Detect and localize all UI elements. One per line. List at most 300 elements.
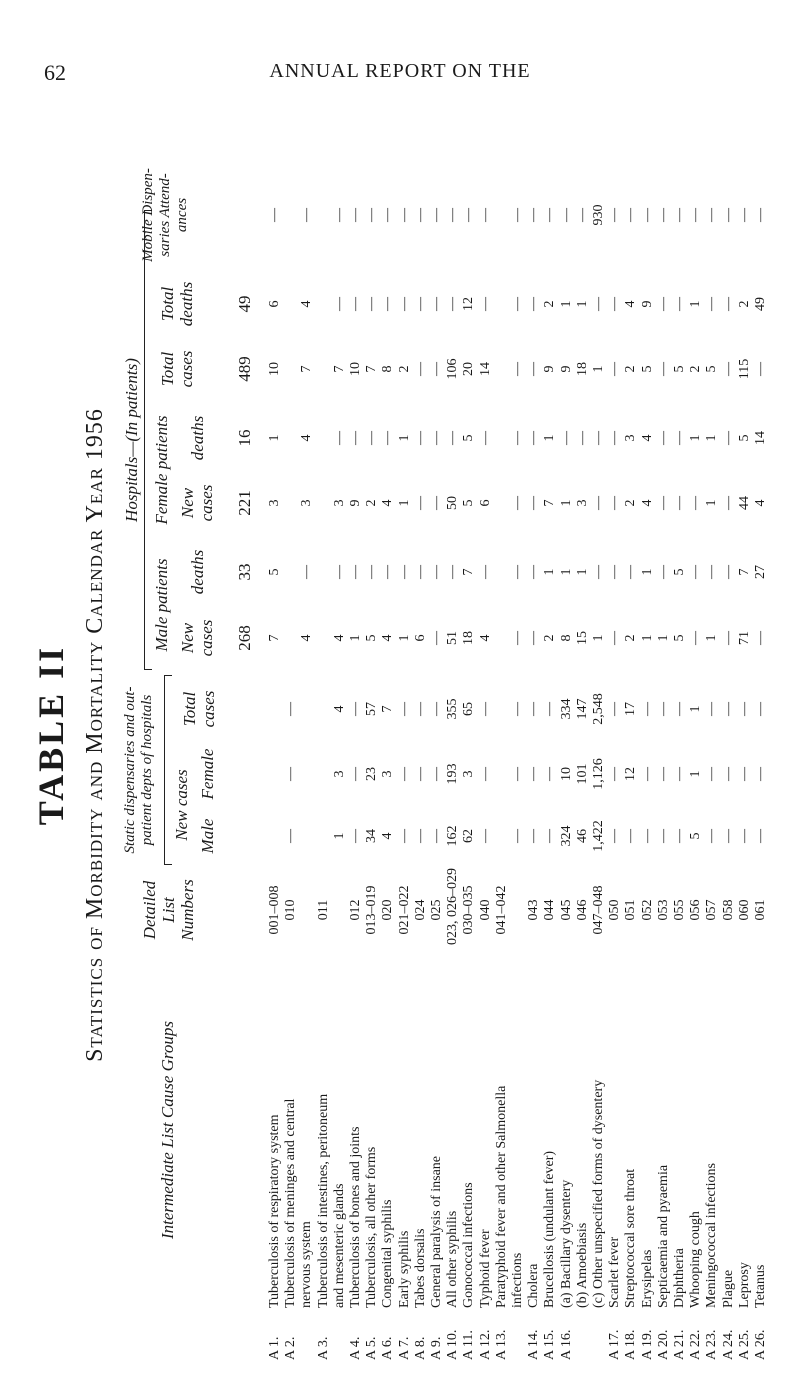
cell-list: 043 xyxy=(526,899,542,921)
cell-f-deaths: 3 xyxy=(623,434,639,442)
cell-m-new: 5 xyxy=(364,634,380,642)
cell-s-female: — xyxy=(396,767,412,781)
cell-mobile: — xyxy=(639,208,655,222)
row-cause: (b) Amoebiasis xyxy=(574,1222,590,1308)
table-row xyxy=(622,110,639,1360)
cell-s-total: — xyxy=(542,702,558,716)
cell-t-deaths: — xyxy=(445,297,461,311)
cell-s-female: — xyxy=(526,767,542,781)
cell-m-deaths: — xyxy=(412,565,428,579)
row-code: A 23. xyxy=(704,1329,720,1360)
cell-f-new: — xyxy=(412,496,428,510)
cell-s-total: 57 xyxy=(364,702,380,716)
table-row xyxy=(752,110,769,1360)
cell-m-new: — xyxy=(720,631,736,645)
cell-f-new: 9 xyxy=(348,499,363,507)
row-cause: Brucellosis (undulant fever) xyxy=(542,1150,558,1308)
cell-t-cases: 8 xyxy=(380,365,396,373)
static-group-brace xyxy=(164,675,172,865)
cell-m-new: 1 xyxy=(348,634,363,642)
row-label xyxy=(444,940,461,1360)
cell-s-female: — xyxy=(704,767,720,781)
cell-mobile: — xyxy=(299,208,315,222)
cell-list: 051 xyxy=(623,899,639,921)
cell-f-deaths: 4 xyxy=(299,434,315,442)
row-code: A 25. xyxy=(736,1329,752,1360)
header-new-cases: New cases xyxy=(172,769,191,841)
row-code: A 22. xyxy=(688,1329,704,1360)
cell-s-female: 3 xyxy=(380,770,396,778)
header-female-patients: Female patients xyxy=(152,415,171,525)
cell-m-deaths: — xyxy=(445,565,461,579)
cell-m-new: 6 xyxy=(412,634,428,642)
cell-m-deaths: 5 xyxy=(672,568,687,576)
row-cause: Typhoid fever xyxy=(477,1229,493,1308)
cell-t-cases: — xyxy=(753,362,768,376)
cell-s-total: — xyxy=(348,702,363,716)
cell-t-cases: 9 xyxy=(542,365,558,373)
cell-m-deaths: — xyxy=(591,565,606,579)
row-label xyxy=(703,940,720,1360)
header-static-total: Total cases xyxy=(180,690,218,728)
cell-mobile: — xyxy=(510,208,525,222)
row-code: A 11. xyxy=(461,1330,477,1360)
cell-m-new: — xyxy=(526,631,542,645)
cell-mobile: — xyxy=(364,208,380,222)
cell-s-total: — xyxy=(526,702,542,716)
row-label xyxy=(752,940,769,1360)
cell-s-female: 1,126 xyxy=(591,758,606,790)
cell-m-new: 2 xyxy=(623,634,639,642)
cell-s-female: — xyxy=(607,767,623,781)
cell-m-new: — xyxy=(510,631,525,645)
cell-f-deaths: — xyxy=(412,431,428,445)
cell-m-deaths: — xyxy=(429,565,444,579)
cell-mobile: — xyxy=(477,208,493,222)
page-number: 62 xyxy=(44,60,66,85)
cell-s-total: 334 xyxy=(558,698,574,720)
row-code: A 8. xyxy=(412,1336,428,1360)
cell-f-deaths: 5 xyxy=(461,434,477,442)
cell-f-deaths: 1 xyxy=(542,434,558,442)
cell-m-new: 2 xyxy=(542,634,558,642)
cell-list: 025 xyxy=(429,899,444,921)
cell-f-new: 6 xyxy=(477,499,493,507)
cell-t-deaths: 49 xyxy=(753,297,768,311)
cell-s-female: 10 xyxy=(558,767,574,781)
cell-m-new: 71 xyxy=(736,631,752,645)
cell-mobile: — xyxy=(412,208,428,222)
row-label xyxy=(412,940,429,1360)
cell-s-male: 4 xyxy=(380,832,396,840)
row-cause: Tuberculosis of intestines, peritoneum xyxy=(315,1093,331,1308)
cell-m-deaths: — xyxy=(688,565,704,579)
row-cause: Erysipelas xyxy=(639,1249,655,1308)
rotated-table xyxy=(30,110,770,1360)
cell-f-new: — xyxy=(655,496,671,510)
table-label: TABLE II xyxy=(31,644,71,826)
cell-f-deaths: — xyxy=(672,431,687,445)
table-row xyxy=(703,110,720,1360)
cell-t-deaths: 6 xyxy=(267,300,282,308)
cell-m-new: — xyxy=(607,631,623,645)
cell-s-male: — xyxy=(655,829,671,843)
cell-t-deaths: — xyxy=(591,297,606,311)
cell-t-cases: — xyxy=(429,362,444,376)
cell-m-new: — xyxy=(688,631,704,645)
total-cases: 489 xyxy=(235,356,254,382)
cell-t-deaths: — xyxy=(607,297,623,311)
row-code: A 12. xyxy=(477,1329,493,1360)
row-code: A 6. xyxy=(380,1336,396,1360)
cell-m-new: — xyxy=(429,631,444,645)
cell-list: 020 xyxy=(380,899,396,921)
cell-s-total: 1 xyxy=(688,705,704,713)
cell-list: 056 xyxy=(688,899,704,921)
row-cause: Septicaemia and pyaemia xyxy=(655,1164,671,1308)
cell-m-deaths: 5 xyxy=(267,568,282,576)
cell-f-deaths: — xyxy=(348,431,363,445)
cell-m-new: 4 xyxy=(331,634,347,642)
cell-s-male: — xyxy=(477,829,493,843)
cell-f-new: — xyxy=(607,496,623,510)
cell-m-deaths: — xyxy=(331,565,347,579)
row-cause: Congenital syphilis xyxy=(380,1199,396,1308)
cell-s-total: — xyxy=(753,702,768,716)
row-cause: Early syphilis xyxy=(396,1230,412,1308)
cell-t-cases: — xyxy=(655,362,671,376)
row-code: A 5. xyxy=(364,1336,380,1360)
cell-f-new: 4 xyxy=(753,499,768,507)
row-cause: Cholera xyxy=(526,1263,542,1308)
table-row xyxy=(412,110,429,1360)
cell-m-new: — xyxy=(753,631,768,645)
table-row xyxy=(460,110,477,1360)
table-row xyxy=(477,110,494,1360)
cell-f-new: 3 xyxy=(331,499,347,507)
cell-mobile: — xyxy=(623,208,639,222)
cell-s-female: — xyxy=(672,767,687,781)
cell-s-total: 7 xyxy=(380,705,396,713)
table-row xyxy=(315,110,332,1360)
cell-t-deaths: — xyxy=(364,297,380,311)
table-row xyxy=(396,110,413,1360)
cell-t-deaths: 2 xyxy=(736,300,752,308)
cell-m-deaths: 7 xyxy=(461,568,477,576)
row-label xyxy=(541,940,558,1360)
cell-t-cases: 18 xyxy=(574,362,590,376)
cell-f-new: 3 xyxy=(267,499,282,507)
row-label xyxy=(428,940,445,1360)
cell-s-total: 2,548 xyxy=(591,693,606,725)
cell-t-deaths: — xyxy=(429,297,444,311)
cell-s-male: — xyxy=(348,829,363,843)
cell-s-total: — xyxy=(283,702,299,716)
cell-t-deaths: — xyxy=(331,297,347,311)
row-cause: Tuberculosis, all other forms xyxy=(364,1146,380,1308)
cell-m-deaths: — xyxy=(655,565,671,579)
cell-s-female: 101 xyxy=(574,763,590,785)
row-code: A 17. xyxy=(607,1329,623,1360)
cell-s-female: — xyxy=(720,767,736,781)
row-cause: Tuberculosis of bones and joints xyxy=(348,1126,363,1308)
cell-t-cases: 2 xyxy=(623,365,639,373)
cell-f-deaths: — xyxy=(720,431,736,445)
table-row xyxy=(428,110,445,1360)
cell-f-deaths: — xyxy=(655,431,671,445)
row-cause: General paralysis of insane xyxy=(429,1156,444,1308)
cell-t-deaths: — xyxy=(720,297,736,311)
row-cause: Paratyphoid fever and other Salmonella xyxy=(493,1085,509,1308)
cell-list: 045 xyxy=(558,899,574,921)
row-code: A 4. xyxy=(348,1336,363,1360)
cell-mobile: — xyxy=(461,208,477,222)
cell-s-female: 3 xyxy=(461,770,477,778)
cell-s-total: — xyxy=(429,702,444,716)
row-label xyxy=(331,940,348,1360)
cell-s-female: — xyxy=(736,767,752,781)
cell-m-deaths: 1 xyxy=(639,568,655,576)
cell-m-deaths: 1 xyxy=(542,568,558,576)
cell-list: 061 xyxy=(753,899,768,921)
cell-mobile: — xyxy=(445,208,461,222)
row-cause: Tabes dorsalis xyxy=(412,1228,428,1308)
cell-t-cases: 20 xyxy=(461,362,477,376)
cell-s-male: — xyxy=(720,829,736,843)
cell-s-male: 1 xyxy=(331,832,347,840)
cell-list: 058 xyxy=(720,899,736,921)
cell-list: 023, 026–029 xyxy=(445,868,461,945)
cell-f-new: 2 xyxy=(623,499,639,507)
table-row xyxy=(282,110,299,1360)
running-head: ANNUAL REPORT ON THE xyxy=(269,60,531,82)
cell-s-male: — xyxy=(639,829,655,843)
cell-f-deaths: — xyxy=(429,431,444,445)
cell-t-deaths: — xyxy=(510,297,525,311)
row-label xyxy=(266,940,283,1360)
header-m-deaths: deaths xyxy=(188,549,207,595)
cell-mobile: — xyxy=(526,208,542,222)
table-row xyxy=(558,110,575,1360)
cell-s-female: — xyxy=(542,767,558,781)
cell-mobile: — xyxy=(672,208,687,222)
header-total-cases: Total cases xyxy=(158,350,196,388)
cell-f-new: 50 xyxy=(445,496,461,510)
header-hospitals-group: Hospitals—(In patients) xyxy=(122,358,141,522)
cell-s-male: — xyxy=(510,829,525,843)
header-detailed: Detailed List Numbers xyxy=(140,879,197,941)
cell-mobile: — xyxy=(267,208,282,222)
cell-list: 047–048 xyxy=(591,885,606,935)
row-cause: All other syphilis xyxy=(445,1210,461,1308)
table-row xyxy=(671,110,688,1360)
cell-list: 030–035 xyxy=(461,885,477,935)
cell-list: 024 xyxy=(412,899,428,921)
row-code: A 21. xyxy=(672,1329,687,1360)
cell-f-new: — xyxy=(672,496,687,510)
cell-s-total: 355 xyxy=(445,698,461,720)
header-static-female: Female xyxy=(198,748,217,800)
cell-list: 044 xyxy=(542,899,558,921)
cell-m-deaths: 1 xyxy=(574,568,590,576)
cell-t-cases: — xyxy=(607,362,623,376)
cell-s-total: 4 xyxy=(331,705,347,713)
cell-m-new: 18 xyxy=(461,631,477,645)
cell-s-total: — xyxy=(704,702,720,716)
cell-s-total: — xyxy=(607,702,623,716)
row-cause: infections xyxy=(510,1252,525,1308)
cell-t-cases: 14 xyxy=(477,362,493,376)
cell-s-male: 5 xyxy=(688,832,704,840)
row-cause: Streptococcal sore throat xyxy=(623,1168,639,1308)
total-deaths: 49 xyxy=(235,295,254,313)
cell-f-deaths: — xyxy=(477,431,493,445)
cell-s-male: — xyxy=(412,829,428,843)
cell-list: 012 xyxy=(348,899,363,921)
cell-t-cases: — xyxy=(510,362,525,376)
table-row xyxy=(444,110,461,1360)
cell-t-deaths: 1 xyxy=(688,300,704,308)
cell-m-new: 1 xyxy=(639,634,655,642)
table-row xyxy=(720,110,737,1360)
cell-f-new: 3 xyxy=(574,499,590,507)
cell-s-total: — xyxy=(412,702,428,716)
total-f-new: 221 xyxy=(235,490,254,516)
cell-t-deaths: — xyxy=(348,297,363,311)
row-label xyxy=(396,940,413,1360)
row-code: A 19. xyxy=(639,1329,655,1360)
cell-s-total: — xyxy=(672,702,687,716)
cell-m-deaths: 7 xyxy=(736,568,752,576)
cell-f-new: — xyxy=(720,496,736,510)
cell-f-new: 2 xyxy=(364,499,380,507)
cell-s-male: 46 xyxy=(574,829,590,843)
cell-s-total: — xyxy=(396,702,412,716)
row-code: A 24. xyxy=(720,1329,736,1360)
cell-list: 053 xyxy=(655,899,671,921)
cell-m-deaths: — xyxy=(510,565,525,579)
cell-t-deaths: 9 xyxy=(639,300,655,308)
table-row xyxy=(379,110,396,1360)
cell-t-cases: — xyxy=(526,362,542,376)
cell-s-male: 1,422 xyxy=(591,820,606,852)
cell-mobile: — xyxy=(688,208,704,222)
cell-m-new: 7 xyxy=(267,634,282,642)
cell-t-deaths: — xyxy=(655,297,671,311)
hospitals-group-brace xyxy=(144,210,152,670)
cell-t-deaths: 2 xyxy=(542,300,558,308)
cell-f-new: 5 xyxy=(461,499,477,507)
row-code: A 9. xyxy=(429,1336,444,1360)
cell-s-male: — xyxy=(672,829,687,843)
cell-f-new: 4 xyxy=(639,499,655,507)
cell-s-male: — xyxy=(753,829,768,843)
cell-t-cases: 115 xyxy=(736,358,752,380)
cell-list: 021–022 xyxy=(396,885,412,935)
cell-s-male: 62 xyxy=(461,829,477,843)
cell-t-deaths: — xyxy=(380,297,396,311)
cell-t-deaths: — xyxy=(477,297,493,311)
header-male-patients: Male patients xyxy=(152,558,171,652)
cell-m-new: 4 xyxy=(299,634,315,642)
cell-f-new: — xyxy=(591,496,606,510)
row-label xyxy=(590,940,607,1360)
header-total-deaths: Total deaths xyxy=(158,281,196,327)
table-heading: Statistics of Morbidity and Mortality Calendar Year 1956 xyxy=(82,408,108,1062)
cell-f-new: 4 xyxy=(380,499,396,507)
cell-list: 013–019 xyxy=(364,885,380,935)
cell-t-deaths: 12 xyxy=(461,297,477,311)
cell-f-new: 1 xyxy=(396,499,412,507)
cell-m-deaths: — xyxy=(299,565,315,579)
cell-t-cases: — xyxy=(412,362,428,376)
cell-t-deaths: — xyxy=(396,297,412,311)
cell-f-new: 7 xyxy=(542,499,558,507)
table-row xyxy=(655,110,672,1360)
table-row xyxy=(574,110,591,1360)
cell-s-female: — xyxy=(283,767,299,781)
cell-m-new: 51 xyxy=(445,631,461,645)
row-label xyxy=(379,940,396,1360)
cell-f-deaths: 1 xyxy=(396,434,412,442)
cell-s-male: — xyxy=(429,829,444,843)
cell-t-cases: 5 xyxy=(704,365,720,373)
cell-m-deaths: 1 xyxy=(558,568,574,576)
cell-mobile: — xyxy=(380,208,396,222)
cell-t-cases: 106 xyxy=(445,358,461,380)
table-row xyxy=(266,110,283,1360)
cell-f-new: — xyxy=(526,496,542,510)
cell-list: 060 xyxy=(736,899,752,921)
row-code: A 16. xyxy=(558,1329,574,1360)
row-code: A 20. xyxy=(655,1329,671,1360)
table-row xyxy=(525,110,542,1360)
row-label xyxy=(363,940,380,1360)
total-m-new: 268 xyxy=(235,625,254,651)
cell-t-deaths: — xyxy=(672,297,687,311)
cell-list: 057 xyxy=(704,899,720,921)
cell-t-cases: 1 xyxy=(591,365,606,373)
cell-t-cases: 10 xyxy=(267,362,282,376)
cell-s-total: — xyxy=(639,702,655,716)
cell-mobile: — xyxy=(607,208,623,222)
cell-f-deaths: — xyxy=(574,431,590,445)
row-label xyxy=(315,940,332,1360)
cell-s-total: — xyxy=(736,702,752,716)
row-code: A 7. xyxy=(396,1336,412,1360)
table-row xyxy=(590,110,607,1360)
cell-s-male: — xyxy=(623,829,639,843)
cell-s-female: — xyxy=(655,767,671,781)
cell-t-cases: 7 xyxy=(364,365,380,373)
row-label xyxy=(574,940,591,1360)
header-static-group: Static dispensaries and out-patient depts of hospitals xyxy=(122,686,155,854)
cell-mobile: — xyxy=(542,208,558,222)
cell-s-male: — xyxy=(704,829,720,843)
cell-mobile: 930 xyxy=(591,204,606,226)
cell-t-cases: 7 xyxy=(331,365,347,373)
cell-s-female: 3 xyxy=(331,770,347,778)
cell-t-cases: 7 xyxy=(299,365,315,373)
cell-m-deaths: — xyxy=(477,565,493,579)
cell-f-deaths: 4 xyxy=(639,434,655,442)
row-label xyxy=(606,940,623,1360)
row-label xyxy=(655,940,672,1360)
cell-s-male: — xyxy=(396,829,412,843)
cell-f-deaths: 5 xyxy=(736,434,752,442)
cell-s-total: 17 xyxy=(623,702,639,716)
row-label xyxy=(347,940,364,1360)
